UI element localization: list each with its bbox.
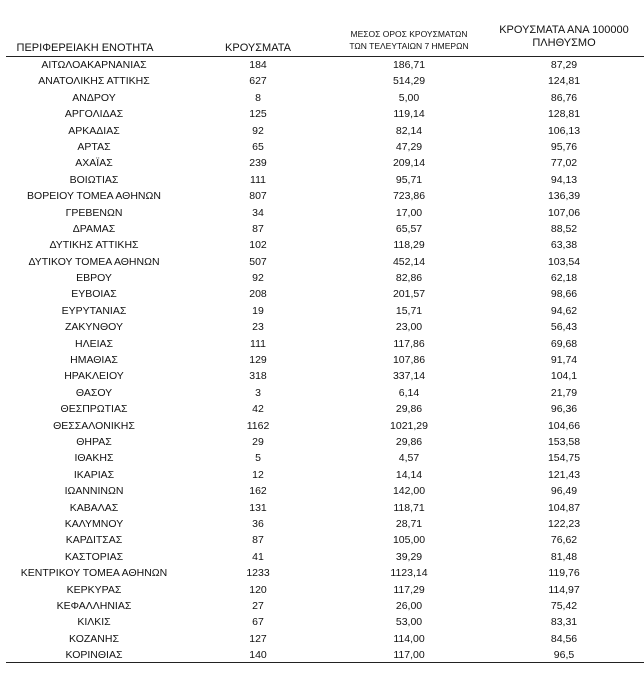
table-row (0, 155, 644, 171)
cell-per-100000: 122,23 (547, 517, 581, 530)
cell-cases: 3 (255, 386, 261, 399)
cell-per-100000: 91,74 (550, 354, 578, 367)
cell-cases: 111 (250, 337, 266, 350)
cell-cases: 87 (252, 534, 264, 547)
table-row (0, 270, 644, 286)
cell-per-100000: 69,68 (550, 337, 578, 350)
table-row (0, 368, 644, 384)
table-row (0, 385, 644, 401)
cell-cases: 41 (252, 550, 264, 563)
cell-avg-7-days: 117,86 (393, 337, 425, 350)
cell-avg-7-days: 6,14 (398, 386, 420, 399)
table-row (0, 319, 644, 335)
cell-per-100000: 121,43 (547, 468, 581, 481)
cell-per-100000: 104,87 (547, 501, 581, 514)
table-row (0, 532, 644, 548)
cell-region: ΕΥΒΟΙΑΣ (71, 288, 117, 301)
cell-region: ΑΝΑΤΟΛΙΚΗΣ ΑΤΤΙΚΗΣ (38, 75, 150, 88)
cell-cases: 1233 (246, 567, 270, 580)
cell-cases: 807 (249, 190, 267, 203)
cell-per-100000: 153,58 (547, 435, 581, 448)
cell-per-100000: 114,97 (548, 583, 580, 596)
table-row (0, 90, 644, 106)
cell-cases: 125 (249, 108, 267, 121)
cell-per-100000: 77,02 (550, 157, 578, 170)
cell-per-100000: 104,1 (550, 370, 578, 383)
cell-region: ΓΡΕΒΕΝΩΝ (65, 206, 123, 219)
table-row (0, 188, 644, 204)
table-row (0, 483, 644, 499)
table-row (0, 352, 644, 368)
cell-per-100000: 106,13 (547, 124, 581, 137)
cell-cases: 131 (249, 501, 267, 514)
cell-cases: 23 (252, 321, 264, 334)
cell-per-100000: 96,5 (553, 649, 575, 662)
cell-avg-7-days: 118,29 (393, 239, 425, 252)
cell-region: ΕΥΡΥΤΑΝΙΑΣ (61, 304, 127, 317)
cell-per-100000: 62,18 (550, 272, 578, 285)
cell-region: ΔΥΤΙΚΟΥ ΤΟΜΕΑ ΑΘΗΝΩΝ (28, 255, 160, 268)
table-row (0, 614, 644, 630)
cell-region: ΑΧΑΪΑΣ (75, 157, 113, 170)
cell-per-100000: 86,76 (550, 91, 578, 104)
cell-cases: 87 (252, 222, 264, 235)
table-row (0, 582, 644, 598)
cell-avg-7-days: 114,00 (393, 632, 425, 645)
cell-per-100000: 75,42 (550, 599, 578, 612)
cell-cases: 507 (249, 255, 267, 268)
cell-per-100000: 124,81 (547, 75, 581, 88)
table-row (0, 73, 644, 89)
cell-region: ΙΘΑΚΗΣ (74, 452, 114, 465)
cell-per-100000: 95,76 (550, 140, 578, 153)
cell-cases: 129 (249, 354, 267, 367)
cell-per-100000: 76,62 (550, 534, 578, 547)
cell-avg-7-days: 723,86 (392, 190, 426, 203)
cell-avg-7-days: 4,57 (398, 452, 420, 465)
cell-cases: 65 (252, 140, 264, 153)
header-cases: ΚΡΟΥΣΜΑΤΑ (225, 42, 291, 54)
table-row (0, 450, 644, 466)
cell-region: ΑΡΓΟΛΙΔΑΣ (64, 108, 124, 121)
cell-region: ΘΑΣΟΥ (75, 386, 113, 399)
cell-cases: 1162 (246, 419, 270, 432)
cell-region: ΚΑΣΤΟΡΙΑΣ (64, 550, 124, 563)
cell-per-100000: 84,56 (550, 632, 578, 645)
cell-avg-7-days: 65,57 (395, 222, 423, 235)
cell-region: ΚΕΝΤΡΙΚΟΥ ΤΟΜΕΑ ΑΘΗΝΩΝ (20, 567, 168, 580)
cell-avg-7-days: 337,14 (392, 370, 426, 383)
table-row (0, 303, 644, 319)
cell-per-100000: 63,38 (550, 239, 578, 252)
cell-per-100000: 136,39 (547, 190, 581, 203)
table-row (0, 221, 644, 237)
cell-region: ΖΑΚΥΝΘΟΥ (64, 321, 123, 334)
header-avg-line2: ΤΩΝ ΤΕΛΕΥΤΑΙΩΝ 7 ΗΜΕΡΩΝ (349, 41, 469, 51)
cell-avg-7-days: 14,14 (395, 468, 423, 481)
cell-per-100000: 98,66 (550, 288, 578, 301)
cell-cases: 208 (249, 288, 267, 301)
table-row (0, 647, 644, 663)
cell-per-100000: 94,62 (550, 304, 578, 317)
cell-avg-7-days: 47,29 (395, 140, 423, 153)
cell-cases: 67 (252, 616, 264, 629)
cell-avg-7-days: 5,00 (398, 91, 420, 104)
cell-region: ΒΟΡΕΙΟΥ ΤΟΜΕΑ ΑΘΗΝΩΝ (27, 190, 161, 203)
cell-cases: 318 (249, 370, 267, 383)
cell-per-100000: 94,13 (550, 173, 578, 186)
cell-avg-7-days: 452,14 (392, 255, 426, 268)
table-row (0, 254, 644, 270)
cell-region: ΚΙΛΚΙΣ (77, 616, 111, 629)
cell-avg-7-days: 117,29 (393, 583, 425, 596)
table-row (0, 549, 644, 565)
table-body (0, 57, 644, 663)
cell-region: ΑΡΤΑΣ (77, 140, 111, 153)
cell-avg-7-days: 39,29 (395, 550, 423, 563)
cell-avg-7-days: 186,71 (392, 59, 426, 71)
cell-cases: 184 (249, 59, 267, 71)
cell-avg-7-days: 142,00 (392, 485, 426, 498)
cell-region: ΚΟΡΙΝΘΙΑΣ (65, 649, 123, 662)
table-row (0, 434, 644, 450)
cell-avg-7-days: 26,00 (395, 599, 423, 612)
cell-region: ΑΡΚΑΔΙΑΣ (68, 124, 120, 137)
cell-per-100000: 119,76 (548, 567, 580, 580)
cell-cases: 140 (249, 649, 267, 662)
table-row (0, 467, 644, 483)
cell-cases: 5 (255, 452, 261, 465)
cell-region: ΑΙΤΩΛΟΑΚΑΡΝΑΝΙΑΣ (41, 59, 147, 71)
table-row (0, 237, 644, 253)
cell-avg-7-days: 201,57 (392, 288, 426, 301)
header-avg-7-days (334, 28, 484, 52)
cell-cases: 29 (252, 435, 264, 448)
cell-cases: 36 (252, 517, 264, 530)
cell-per-100000: 128,81 (547, 108, 581, 121)
cell-region: ΘΕΣΠΡΩΤΙΑΣ (60, 403, 128, 416)
cell-region: ΙΩΑΝΝΙΝΩΝ (64, 485, 124, 498)
cell-region: ΗΛΕΙΑΣ (74, 337, 113, 350)
cell-per-100000: 154,75 (547, 452, 581, 465)
header-per-line1: ΚΡΟΥΣΜΑΤΑ ΑΝΑ 100000 (499, 24, 629, 36)
cell-avg-7-days: 95,71 (395, 173, 423, 186)
cell-cases: 111 (250, 173, 266, 186)
cell-per-100000: 107,06 (547, 206, 581, 219)
cell-avg-7-days: 514,29 (392, 75, 426, 88)
cell-cases: 162 (249, 485, 267, 498)
table-row (0, 172, 644, 188)
cell-avg-7-days: 117,00 (393, 649, 425, 662)
table-row (0, 106, 644, 122)
cell-cases: 92 (252, 124, 264, 137)
cell-avg-7-days: 118,71 (393, 501, 425, 514)
table-row (0, 598, 644, 614)
cell-region: ΗΜΑΘΙΑΣ (70, 354, 118, 367)
cell-per-100000: 81,48 (550, 550, 578, 563)
cell-avg-7-days: 82,86 (395, 272, 423, 285)
cell-cases: 102 (249, 239, 267, 252)
cell-avg-7-days: 82,14 (395, 124, 423, 137)
cell-region: ΚΕΡΚΥΡΑΣ (66, 583, 122, 596)
cell-region: ΙΚΑΡΙΑΣ (73, 468, 115, 481)
cell-avg-7-days: 107,86 (392, 354, 426, 367)
table-row (0, 123, 644, 139)
cell-cases: 34 (252, 206, 264, 219)
cell-cases: 92 (252, 272, 264, 285)
cell-per-100000: 83,31 (550, 616, 578, 629)
cell-avg-7-days: 29,86 (395, 435, 423, 448)
cell-cases: 27 (252, 599, 264, 612)
table-row (0, 418, 644, 434)
table-bottom-rule (6, 662, 644, 663)
cell-avg-7-days: 105,00 (392, 534, 426, 547)
cell-region: ΚΟΖΑΝΗΣ (69, 632, 119, 645)
cell-region: ΗΡΑΚΛΕΙΟΥ (64, 370, 124, 383)
cell-avg-7-days: 53,00 (395, 616, 423, 629)
header-region: ΠΕΡΙΦΕΡΕΙΑΚΗ ΕΝΟΤΗΤΑ (16, 42, 154, 54)
cell-cases: 627 (249, 75, 267, 88)
cell-cases: 239 (249, 157, 267, 170)
table-row (0, 516, 644, 532)
table-row (0, 205, 644, 221)
cell-per-100000: 56,43 (550, 321, 578, 334)
cell-region: ΚΑΒΑΛΑΣ (69, 501, 119, 514)
cell-cases: 12 (252, 468, 264, 481)
cell-per-100000: 104,66 (547, 419, 581, 432)
cell-region: ΚΑΡΔΙΤΣΑΣ (65, 534, 123, 547)
cell-region: ΘΕΣΣΑΛΟΝΙΚΗΣ (53, 419, 135, 432)
cell-per-100000: 103,54 (547, 255, 581, 268)
cell-region: ΕΒΡΟΥ (76, 272, 112, 285)
cell-avg-7-days: 15,71 (395, 304, 423, 317)
cell-region: ΚΑΛΥΜΝΟΥ (64, 517, 124, 530)
cell-region: ΔΡΑΜΑΣ (72, 222, 116, 235)
table-header (0, 22, 644, 56)
cell-per-100000: 96,36 (550, 403, 578, 416)
cell-cases: 8 (255, 91, 261, 104)
table-row (0, 286, 644, 302)
cell-avg-7-days: 119,14 (393, 108, 425, 121)
table-row (0, 631, 644, 647)
cell-avg-7-days: 28,71 (395, 517, 423, 530)
cell-region: ΚΕΦΑΛΛΗΝΙΑΣ (56, 599, 132, 612)
header-avg-line1: ΜΕΣΟΣ ΟΡΟΣ ΚΡΟΥΣΜΑΤΩΝ (350, 29, 468, 39)
cell-avg-7-days: 17,00 (395, 206, 423, 219)
table-row (0, 336, 644, 352)
cell-cases: 42 (252, 403, 264, 416)
table-row (0, 57, 644, 73)
cell-avg-7-days: 23,00 (395, 321, 423, 334)
cell-avg-7-days: 209,14 (392, 157, 426, 170)
cell-per-100000: 87,29 (550, 59, 578, 71)
table-row (0, 139, 644, 155)
cell-region: ΑΝΔΡΟΥ (72, 91, 116, 104)
cell-cases: 19 (252, 304, 264, 317)
header-per-100000 (484, 24, 644, 50)
table-row (0, 565, 644, 581)
cell-per-100000: 88,52 (550, 222, 578, 235)
table-row (0, 500, 644, 516)
cell-avg-7-days: 1123,14 (390, 567, 428, 580)
cell-cases: 120 (249, 583, 267, 596)
header-per-line2: ΠΛΗΘΥΣΜΟ (532, 37, 596, 49)
cell-per-100000: 96,49 (550, 485, 578, 498)
cell-region: ΘΗΡΑΣ (76, 435, 112, 448)
cell-cases: 127 (249, 632, 267, 645)
cell-region: ΔΥΤΙΚΗΣ ΑΤΤΙΚΗΣ (49, 239, 139, 252)
cell-avg-7-days: 29,86 (395, 403, 423, 416)
cell-region: ΒΟΙΩΤΙΑΣ (69, 173, 119, 186)
table-row (0, 401, 644, 417)
cell-avg-7-days: 1021,29 (390, 419, 428, 432)
cell-per-100000: 21,79 (550, 386, 578, 399)
